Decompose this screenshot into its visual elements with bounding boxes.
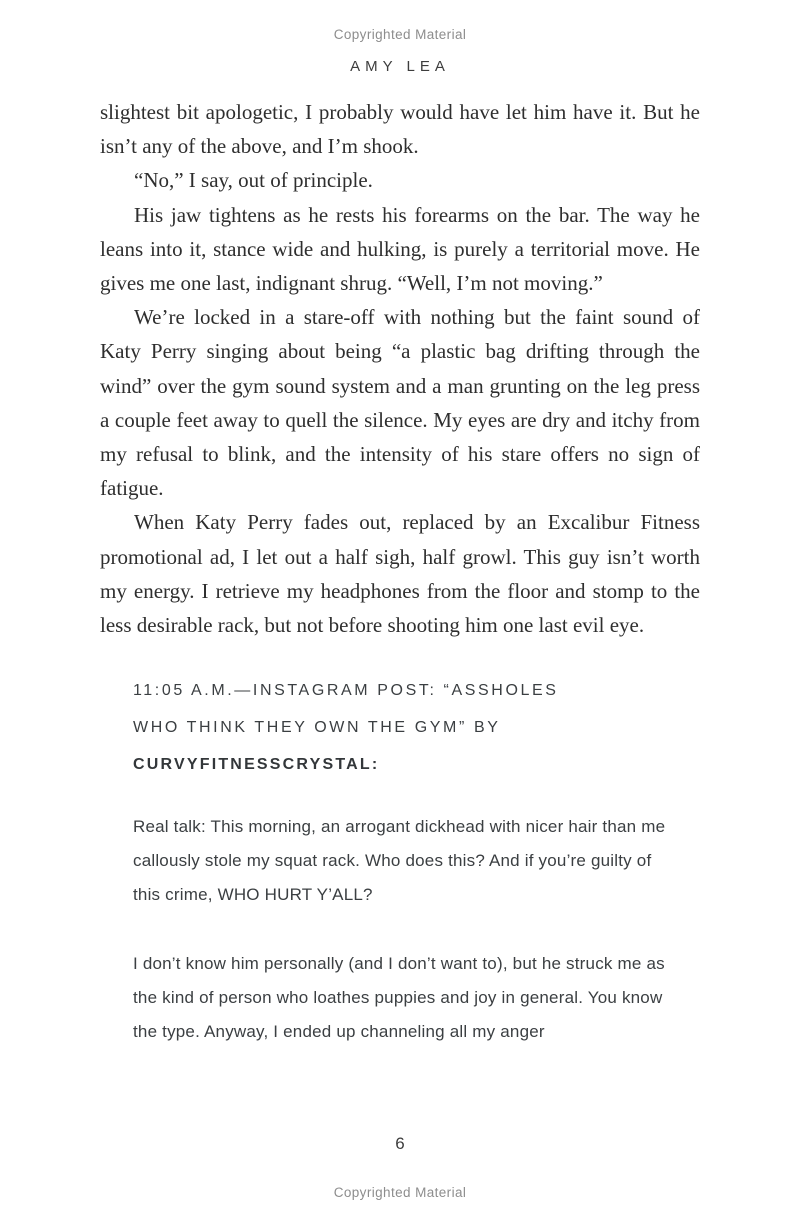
instagram-post-excerpt <box>133 672 673 1049</box>
instagram-heading-line: 11:05 A.M.—INSTAGRAM POST: “ASSHOLES <box>133 682 559 699</box>
instagram-post-body <box>133 810 673 1049</box>
body-text-block <box>100 95 700 642</box>
instagram-username: CURVYFITNESSCRYSTAL: <box>133 756 380 773</box>
body-paragraph: slightest bit apologetic, I probably would have let him have it. But he isn’t any of the above, and I’m shook. <box>100 100 700 159</box>
body-paragraph: “No,” I say, out of principle. <box>134 168 373 193</box>
instagram-paragraph: I don’t know him personally (and I don’t want to), but he struck me as the kind of person who loathes puppies and joy in general. You know the type. Anyway, I ended up channeling all my anger <box>133 954 665 1041</box>
instagram-heading-line: WHO THINK THEY OWN THE GYM” BY <box>133 719 501 736</box>
body-paragraph: His jaw tightens as he rests his forearms on the bar. The way he leans into it, stance wide and hulking, is purely a territorial move. He gives me one last, indignant shrug. “Well, I’m not moving.” <box>100 202 700 296</box>
copyright-notice-bottom: Copyrighted Material <box>333 1185 467 1200</box>
instagram-post-heading <box>133 672 673 783</box>
page-number: 6 <box>395 1134 405 1153</box>
body-paragraph: We’re locked in a stare-off with nothing but the faint sound of Katy Perry singing about being “a plastic bag drifting through the wind” over the gym sound system and a man grunting on the leg press a couple feet away to quell the silence. My eyes are dry and itchy from my refusal to blink, and the intensity of his stare offers no sign of fatigue. <box>100 305 700 501</box>
body-paragraph: When Katy Perry fades out, replaced by an Excalibur Fitness promotional ad, I let out a half sigh, half growl. This guy isn’t worth my energy. I retrieve my headphones from the floor and stomp to the less desirable rack, but not before shooting him one last evil eye. <box>100 510 700 638</box>
instagram-paragraph: Real talk: This morning, an arrogant dickhead with nicer hair than me callously stole my squat rack. Who does this? And if you’re guilty of this crime, WHO HURT Y’ALL? <box>133 817 666 904</box>
running-header-author: AMY LEA <box>350 58 450 75</box>
copyright-notice-top: Copyrighted Material <box>333 27 467 42</box>
